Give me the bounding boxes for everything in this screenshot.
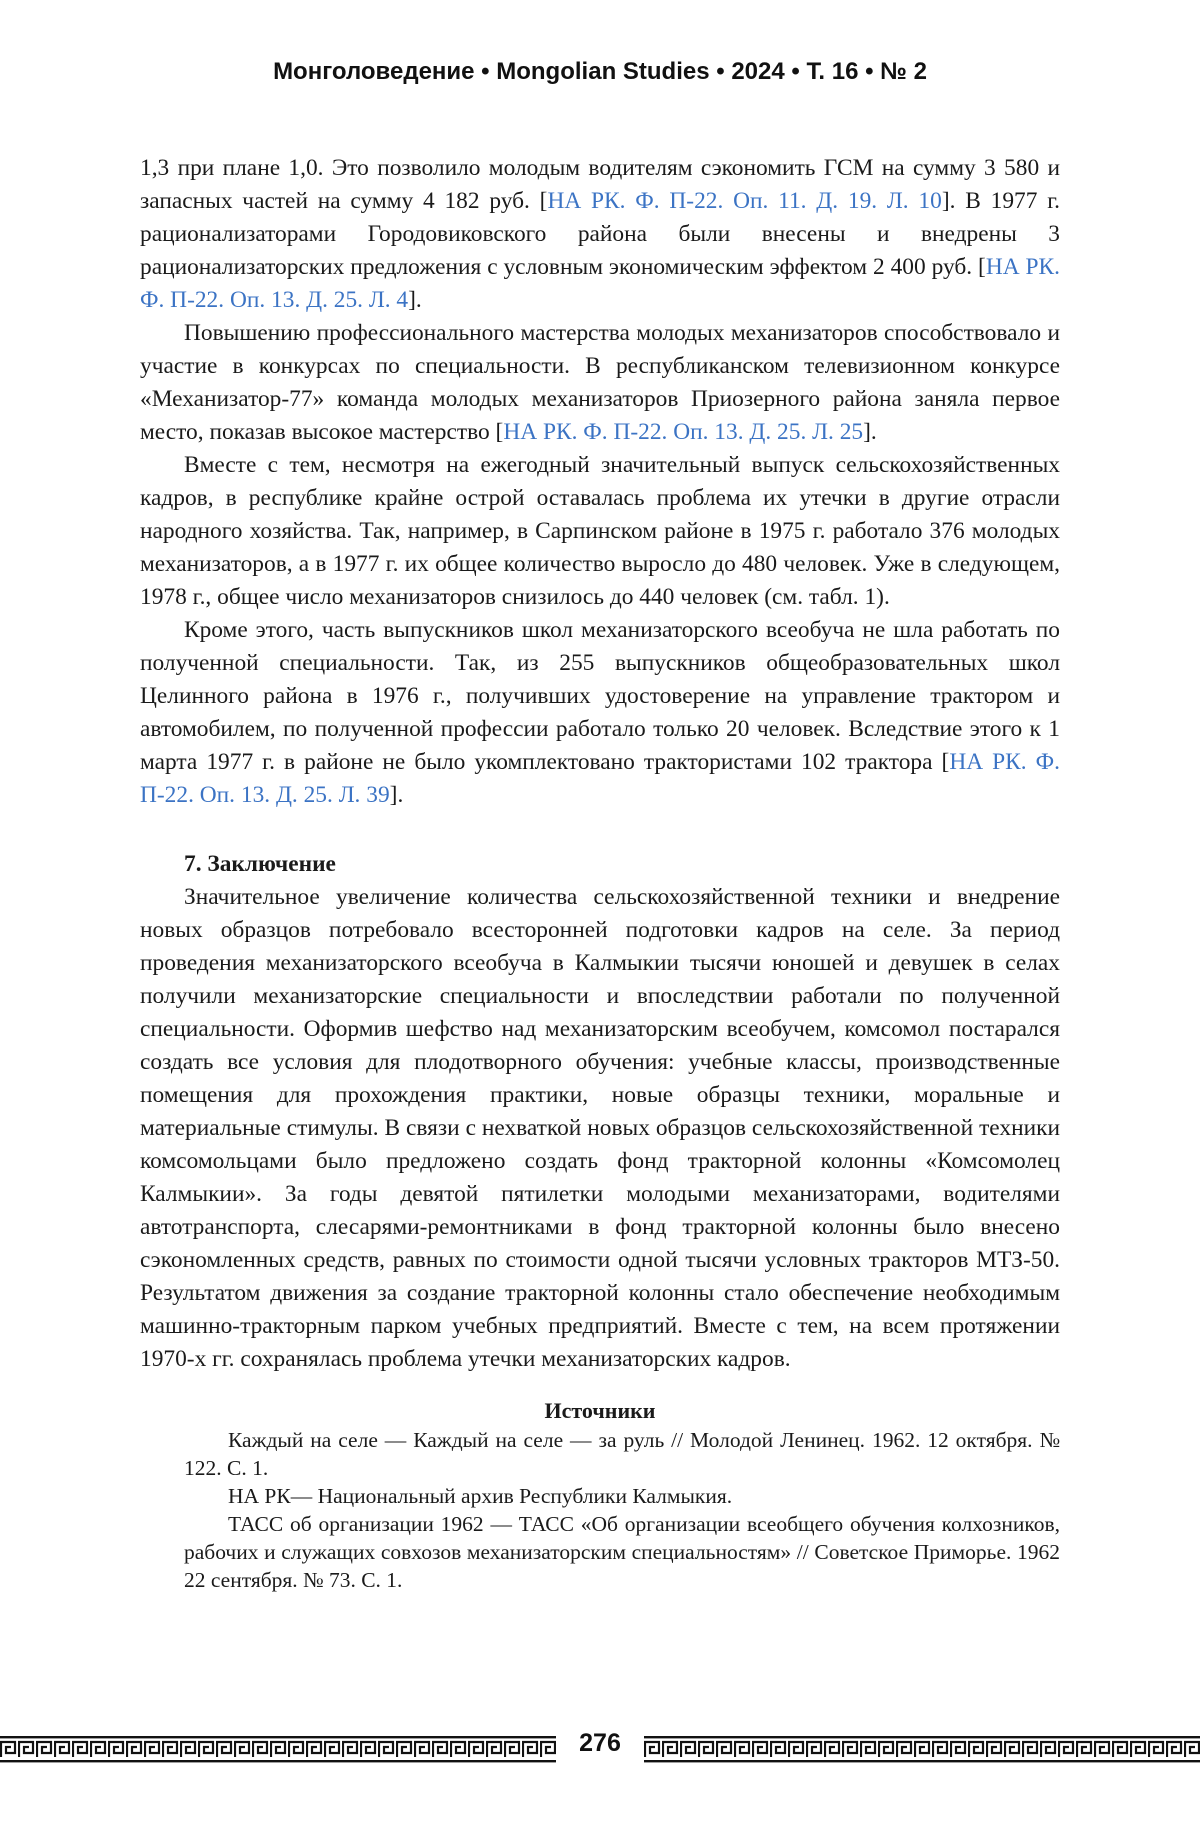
meander-ornament-left <box>0 1735 556 1763</box>
archive-reference-link[interactable]: НА РК. Ф. П-22. Оп. 13. Д. 25. Л. 39 <box>140 749 1061 808</box>
source-item: ТАСС об организации 1962 — ТАСС «Об организации всеобщего обучения колхозников, рабочих и служащих совхозов механизаторским специальностям» // Советское Приморье. 1962 22 сентября. № 73. С. 1. <box>184 1512 1060 1592</box>
paragraph-text: ]. <box>863 419 877 445</box>
page-footer <box>0 1729 1200 1765</box>
paragraph-text: ]. <box>389 782 404 808</box>
sources-heading: Источники <box>544 1398 656 1423</box>
paragraph-2 <box>140 317 1060 449</box>
article-body <box>140 152 1060 1594</box>
paragraph-3: Вместе с тем, несмотря на ежегодный значительный выпуск сельскохозяйственных кадров, в республике крайне острой оставалась проблема их утечки в другие отрасли народного хозяйства. Так, например, в Сарпинском районе в 1975 г. работало 376 молодых механизаторов, а в 1977 г. их общее количество выросло до 480 человек. Уже в следующем, 1978 г., общее число механизаторов снизилось до 440 человек (см. табл. 1). <box>140 452 1060 610</box>
paragraph-text: ]. В 1977 г. рационализаторами Городовиковского района были внесены и внедрены 3 рационализаторских предложения с условным экономическим эффектом 2 400 руб. [ <box>140 188 1060 280</box>
archive-reference-link[interactable]: НА РК. Ф. П-22. Оп. 13. Д. 25. Л. 4 <box>140 254 1060 313</box>
archive-reference-link[interactable]: НА РК. Ф. П-22. Оп. 11. Д. 19. Л. 10 <box>547 188 942 214</box>
paragraph-text: Кроме этого, часть выпускников школ механизаторского всеобуча не шла работать по полученной специальности. Так, из 255 выпускников общеобразовательных школ Целинного района в 1976 г., получивших удостоверение на управление трактором и автомобилем, по полученной профессии работало только 20 человек. Вследствие этого к 1 марта 1977 г. в районе не было укомплектовано трактористами 102 трактора [ <box>140 617 1060 775</box>
paragraph-4 <box>140 614 1060 812</box>
journal-header: Монголоведение • Mongolian Studies • 2024 • Т. 16 • № 2 <box>273 58 927 85</box>
conclusion-paragraph: Значительное увеличение количества сельскохозяйственной техники и внедрение новых образцов потребовало всесторонней подготовки кадров на селе. За период проведения механизаторского всеобуча в Калмыкии тысячи юношей и девушек в селах получили механизаторские специальности и впоследствии работали по полученной специальности. Оформив шефство над механизаторским всеобучем, комсомол постарался создать все условия для плодотворного обучения: учебные классы, производственные помещения для прохождения практики, новые образцы техники, моральные и материальные стимулы. В связи с нехваткой новых образцов сельскохозяйственной техники комсомольцами было предложено создать фонд тракторной колонны «Комсомолец Калмыкии». За годы девятой пятилетки молодыми механизаторами, водителями автотранспорта, слесарями-ремонтниками в фонд тракторной колонны было внесено сэкономленных средств, равных по стоимости одной тысячи условных тракторов МТЗ-50. Результатом движения за создание тракторной колонны стало обеспечение необходимым машинно-тракторным парком учебных предприятий. Вместе с тем, на всем протяжении 1970-х гг. сохранялась проблема утечки механизаторских кадров. <box>140 884 1060 1372</box>
source-item: НА РК— Национальный архив Республики Калмыкия. <box>228 1484 733 1508</box>
sources-list <box>140 1426 1060 1594</box>
page-number: 276 <box>579 1729 621 1757</box>
archive-reference-link[interactable]: НА РК. Ф. П-22. Оп. 13. Д. 25. Л. 25 <box>503 419 864 445</box>
meander-ornament-right <box>644 1735 1200 1763</box>
paragraph-text: ]. <box>408 287 422 313</box>
paragraph-text: 1,3 при плане 1,0. Это позволило молодым водителям сэкономить ГСМ на сумму 3 580 и запасных частей на сумму 4 182 руб. [ <box>140 155 1060 214</box>
source-item: Каждый на селе — Каждый на селе — за руль // Молодой Ленинец. 1962. 12 октября. № 122. С. 1. <box>184 1428 1060 1480</box>
paragraph-1 <box>140 152 1060 317</box>
section-heading-conclusion: 7. Заключение <box>184 851 336 877</box>
paragraph-text: Повышению профессионального мастерства молодых механизаторов способствовало и участие в конкурсах по специальности. В республиканском телевизионном конкурсе «Механизатор-77» команда молодых механизаторов Приозерного района заняла первое место, показав высокое мастерство [ <box>140 320 1060 445</box>
